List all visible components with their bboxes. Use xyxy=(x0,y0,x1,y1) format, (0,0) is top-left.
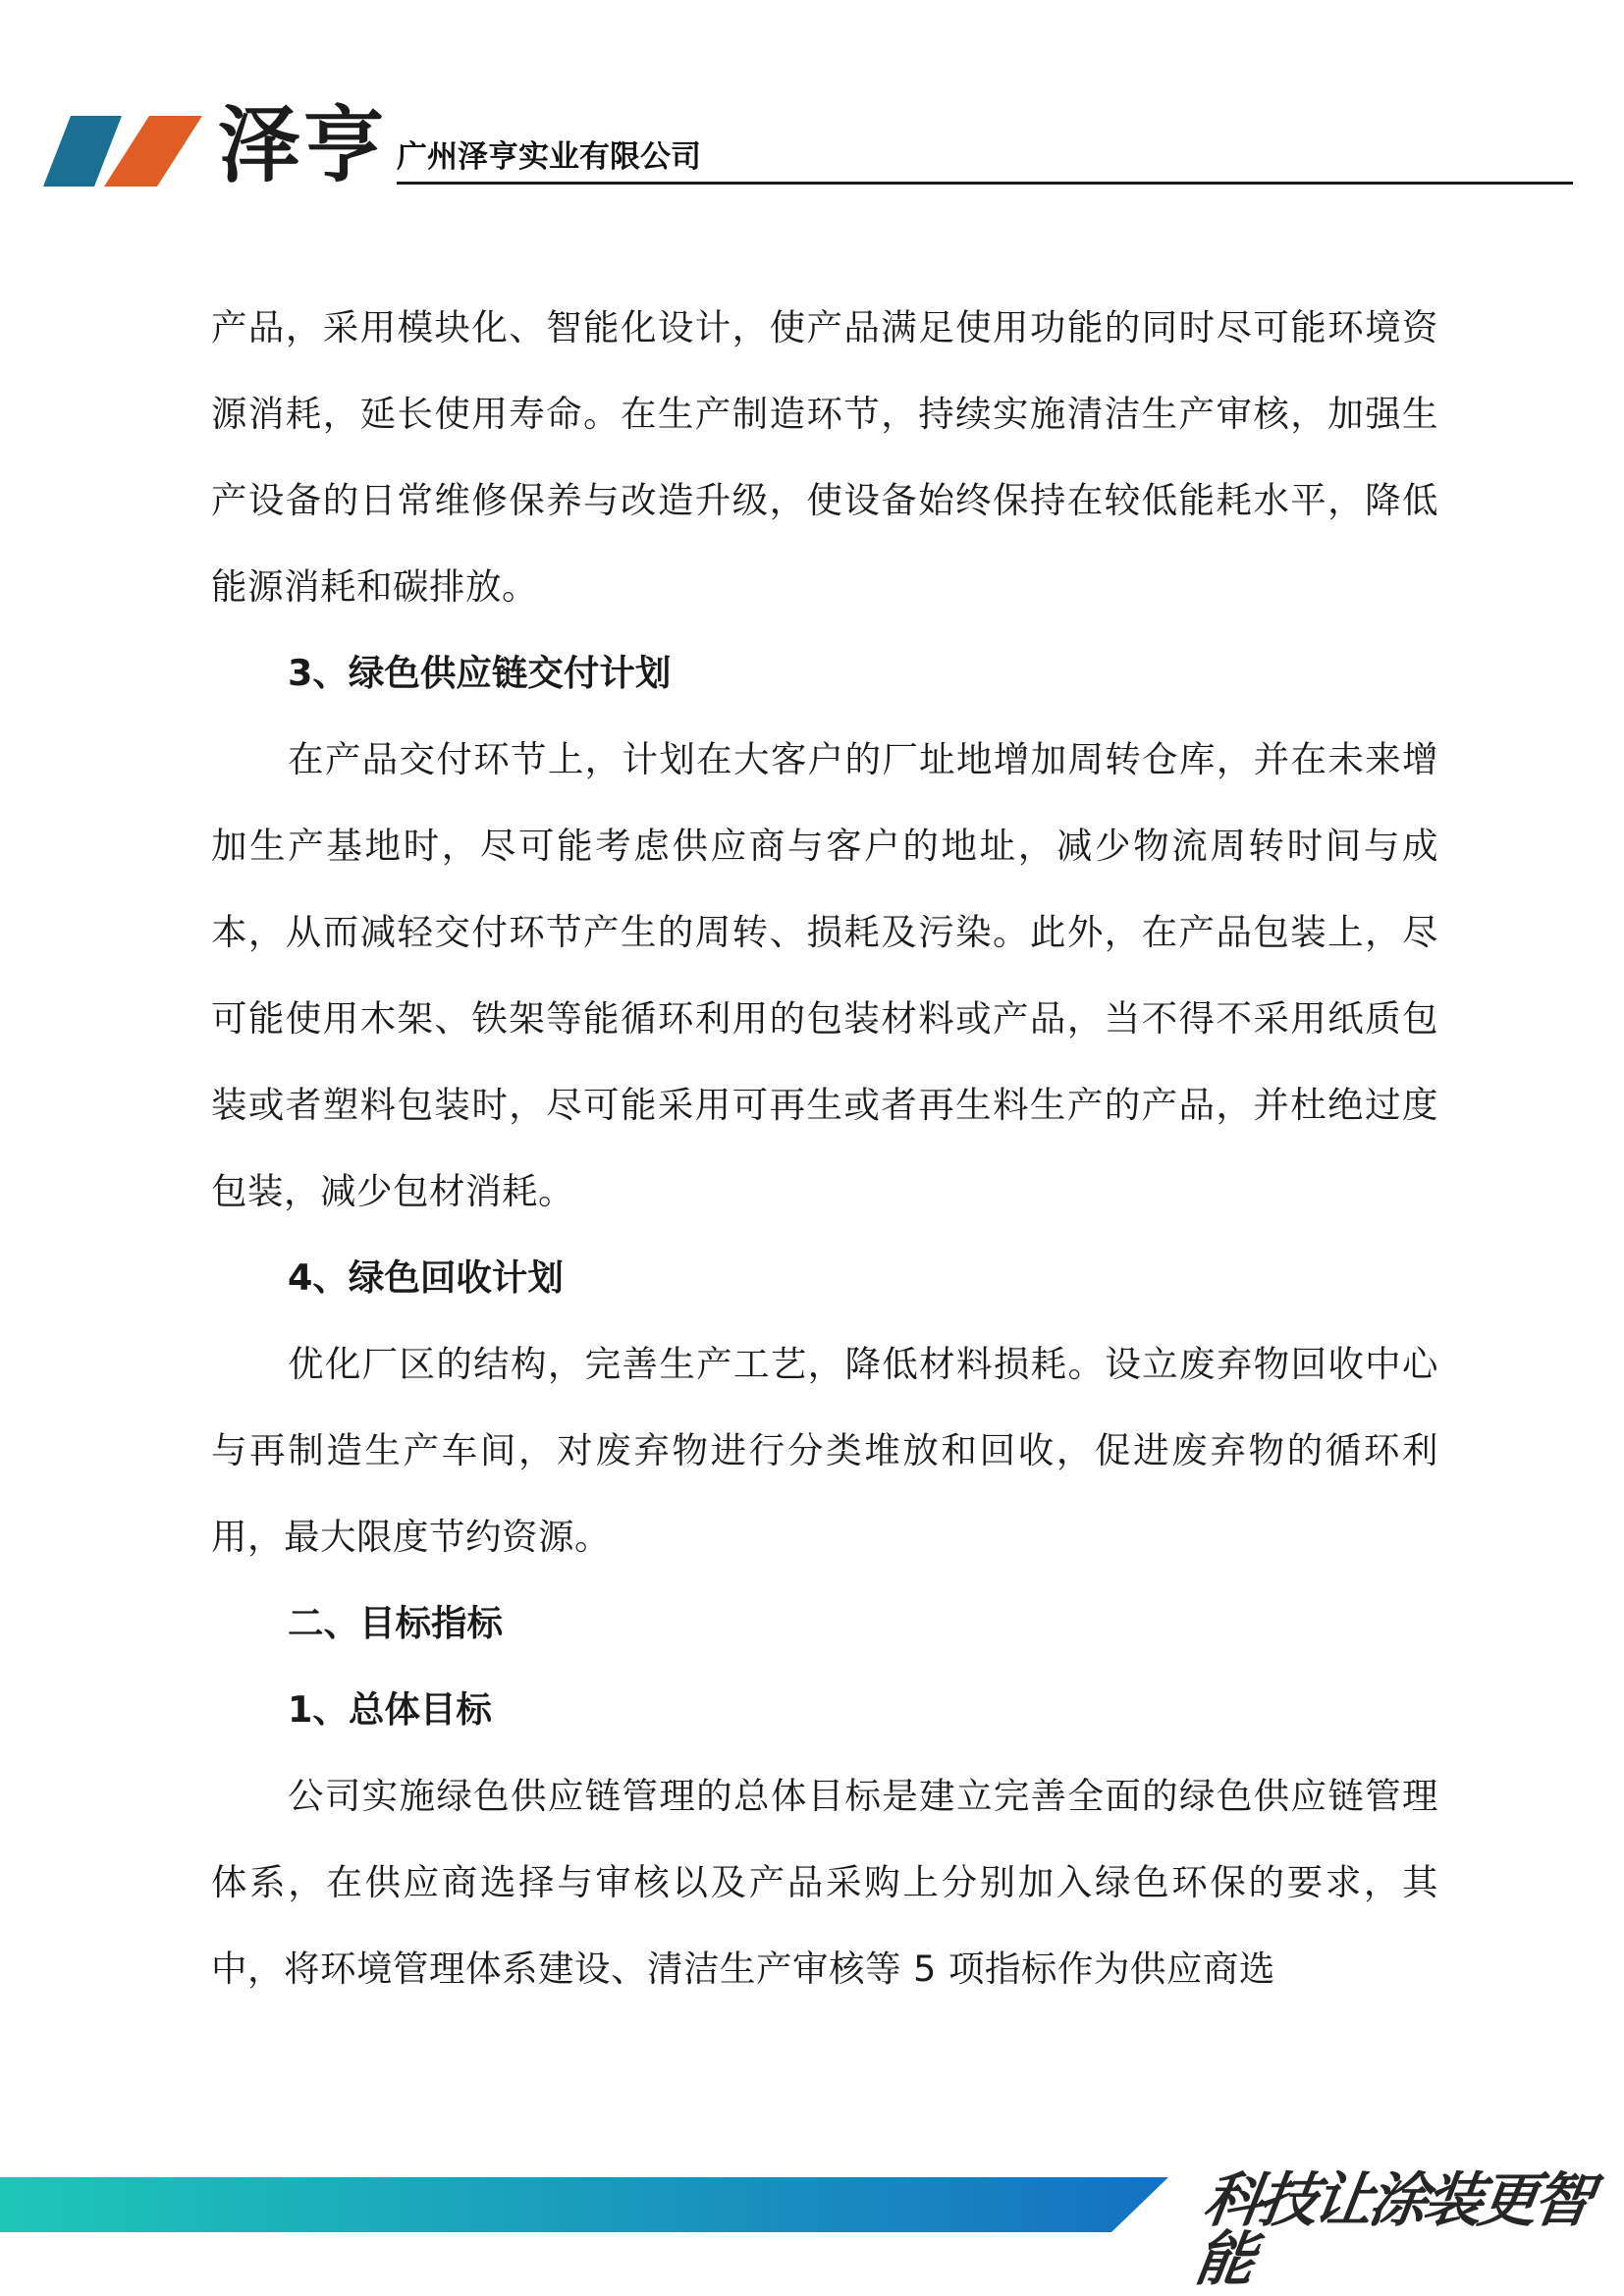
paragraph: 在产品交付环节上，计划在大客户的厂址地增加周转仓库，并在未来增加生产基地时，尽可能考虑供应商与客户的地址，减少物流周转时间与成本，从而减轻交付环节产生的周转、损耗及污染。此外，在产品包装上，尽可能使用木架、铁架等能循环利用的包装材料或产品，当不得不采用纸质包装或者塑料包装时，尽可能采用可再生或者再生料生产的产品，并杜绝过度包装，减少包材消耗。 xyxy=(211,738,1438,1212)
document-body xyxy=(211,285,1438,2012)
paragraph: 优化厂区的结构，完善生产工艺，降低材料损耗。设立废弃物回收中心与再制造生产车间，对废弃物进行分类堆放和回收，促进废弃物的循环利用，最大限度节约资源。 xyxy=(211,1343,1438,1558)
brand-name: 泽亨 xyxy=(218,97,388,193)
logo-blue-shape xyxy=(43,116,122,187)
section-heading: 4、绿色回收计划 xyxy=(288,1256,564,1299)
logo-orange-shape xyxy=(104,116,202,187)
header-divider xyxy=(397,182,1573,185)
paragraph: 产品，采用模块化、智能化设计，使产品满足使用功能的同时尽可能环境资源消耗，延长使用寿命。在生产制造环节，持续实施清洁生产审核，加强生产设备的日常维修保养与改造升级，使设备始终保持在较低能耗水平，降低能源消耗和碳排放。 xyxy=(211,306,1438,608)
chapter-heading: 二、目标指标 xyxy=(288,1602,503,1644)
footer-gradient-bar xyxy=(0,2177,1168,2232)
footer-slogan: 科技让涂装更智能 xyxy=(1190,2166,1595,2294)
section-heading: 1、总体目标 xyxy=(288,1688,492,1731)
company-name: 广州泽亨实业有限公司 xyxy=(397,139,701,175)
paragraph: 公司实施绿色供应链管理的总体目标是建立完善全面的绿色供应链管理体系，在供应商选择与审核以及产品采购上分别加入绿色环保的要求，其中，将环境管理体系建设、清洁生产审核等 5 项指标作为供应商选 xyxy=(211,1775,1438,1990)
logo-icon xyxy=(43,116,202,187)
section-heading: 3、绿色供应链交付计划 xyxy=(288,652,672,694)
